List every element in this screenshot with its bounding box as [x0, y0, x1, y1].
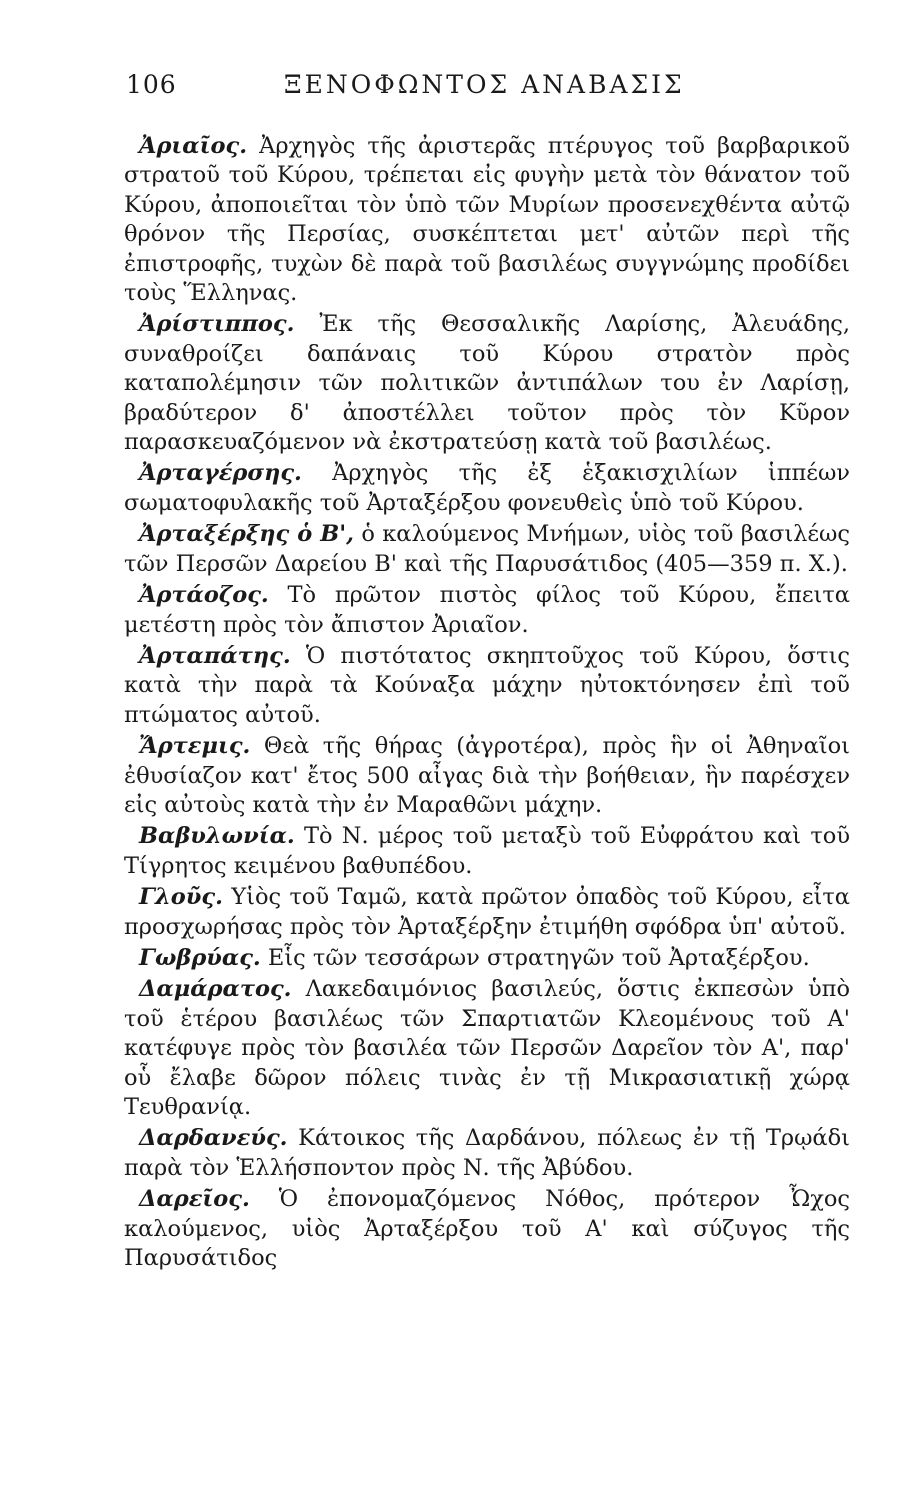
page-number: 106 — [126, 70, 177, 99]
glossary-entry — [124, 581, 850, 640]
entry-term: Ἀρτάοζος. — [139, 582, 269, 609]
glossary-entry — [124, 822, 850, 881]
entry-term: Ἄρτεμις. — [139, 733, 251, 760]
entry-term: Γλοῦς. — [139, 884, 223, 911]
entry-term: Ἀρίστιππος. — [139, 311, 295, 338]
entry-term: Ἀρταξέρξης ὁ Β', — [139, 521, 355, 548]
entry-term: Δαμάρατος. — [139, 976, 292, 1003]
glossary-entry — [124, 132, 850, 308]
entry-text: Ἀρχηγὸς τῆς ἐξ ἑξακισχιλίων ἱππέων σωματοφυλακῆς τοῦ Ἀρταξέρξου φονευθεὶς ὑπὸ τοῦ Κύρου. — [124, 460, 850, 516]
entry-text: Ὁ πιστότατος σκηπτοῦχος τοῦ Κύρου, ὅστις κατὰ τὴν παρὰ τὰ Κούναξα μάχην ηὐτοκτόνησεν ἐπὶ τοῦ πτώματος αὐτοῦ. — [124, 642, 850, 728]
glossary-entry — [124, 520, 850, 579]
entry-text: Ἐκ τῆς Θεσσαλικῆς Λαρίσης, Ἀλευάδης, συναθροίζει δαπάναις τοῦ Κύρου στρατὸν πρὸς καταπολέμησιν τῶν πολιτικῶν ἀντιπάλων του ἐν Λαρίσῃ, βραδύτερον δ' ἀποστέλλει τοῦτον πρὸς τὸν Κῦρον παρασκευαζόμενον νὰ ἐκστρατεύσῃ κατὰ τοῦ βασιλέως. — [124, 311, 850, 456]
entry-term: Γωβρύας. — [139, 944, 261, 971]
entry-text: Ὁ ἐπονομαζόμενος Νόθος, πρότερον Ὦχος καλούμενος, υἱὸς Ἀρταξέρξου τοῦ Α' καὶ σύζυγος τῆς Παρυσάτιδος — [124, 1186, 850, 1272]
glossary-entry — [124, 642, 850, 730]
entry-term: Δαρδανεύς. — [139, 1125, 288, 1152]
glossary-entry — [124, 883, 850, 942]
entry-text: Κάτοικος τῆς Δαρδάνου, πόλεως ἐν τῇ Τρῳάδι παρὰ τὸν Ἑλλήσποντον πρὸς Ν. τῆς Ἀβύδου. — [124, 1125, 850, 1181]
entry-term: Ἀρταπάτης. — [139, 642, 291, 669]
glossary-entry — [124, 310, 850, 457]
entry-text: Τὸ πρῶτον πιστὸς φίλος τοῦ Κύρου, ἔπειτα μετέστη πρὸς τὸν ἄπιστον Ἀριαῖον. — [124, 582, 851, 638]
glossary-entry — [124, 1185, 850, 1273]
entry-text: Εἷς τῶν τεσσάρων στρατηγῶν τοῦ Ἀρταξέρξου. — [267, 944, 810, 971]
entry-term: Ἀριαῖος. — [139, 133, 248, 159]
glossary-entry — [124, 732, 850, 820]
entry-text: Τὸ Ν. μέρος τοῦ μεταξὺ τοῦ Εὐφράτου καὶ τοῦ Τίγρητος κειμένου βαθυπέδου. — [124, 823, 850, 879]
entry-term: Βαβυλωνία. — [139, 823, 295, 850]
entry-text: ὁ καλούμενος Μνήμων, υἱὸς τοῦ βασιλέως τῶν Περσῶν Δαρείου Β' καὶ τῆς Παρυσάτιδος (405—359 π. Χ.). — [124, 521, 851, 577]
entry-text: Υἱὸς τοῦ Ταμῶ, κατὰ πρῶτον ὀπαδὸς τοῦ Κύρου, εἶτα προσχωρήσας πρὸς τὸν Ἀρταξέρξην ἐτιμήθη σφόδρα ὑπ' αὐτοῦ. — [124, 884, 850, 940]
glossary-entry — [124, 1124, 850, 1183]
entry-term: Δαρεῖος. — [139, 1186, 250, 1213]
entry-text: Λακεδαιμόνιος βασιλεύς, ὅστις ἐκπεσὼν ὑπὸ τοῦ ἑτέρου βασιλέως τῶν Σπαρτιατῶν Κλεομένους τοῦ Α' κατέφυγε πρὸς τὸν βασιλέα τῶν Περσῶν Δαρεῖον τὸν Α', παρ' οὗ ἔλαβε δῶρον πόλεις τινὰς ἐν τῇ Μικρασιατικῇ χώρᾳ Τευθρανίᾳ. — [124, 976, 850, 1120]
glossary-entry — [124, 944, 850, 973]
glossary-entry — [124, 459, 850, 518]
entry-text: Ἀρχηγὸς τῆς ἀριστερᾶς πτέρυγος τοῦ βαρβαρικοῦ στρατοῦ τοῦ Κύρου, τρέπεται εἰς φυγὴν μετὰ τὸν θάνατον τοῦ Κύρου, ἀποποιεῖται τὸν ὑπὸ τῶν Μυρίων προσενεχθέντα αὐτῷ θρόνον τῆς Περσίας, συσκέπτεται μετ' αὐτῶν περὶ τῆς ἐπιστροφῆς, τυχὼν δὲ παρὰ τοῦ βασιλέως συγγνώμης προδίδει τοὺς Ἕλληνας. — [124, 133, 850, 307]
entry-text: Θεὰ τῆς θήρας (ἀγροτέρα), πρὸς ἣν οἱ Ἀθηναῖοι ἐθυσίαζον κατ' ἔτος 500 αἶγας διὰ τὴν βοήθειαν, ἣν παρέσχεν εἰς αὐτοὺς κατὰ τὴν ἐν Μαραθῶνι μάχην. — [124, 733, 850, 818]
entry-term: Ἀρταγέρσης. — [139, 460, 302, 487]
glossary-entry — [124, 975, 850, 1122]
running-title: ΞΕΝΟΦΩΝΤΟΣ ΑΝΑΒΑΣΙΣ — [284, 70, 685, 99]
glossary-body — [124, 132, 850, 1275]
page-header — [126, 70, 846, 106]
